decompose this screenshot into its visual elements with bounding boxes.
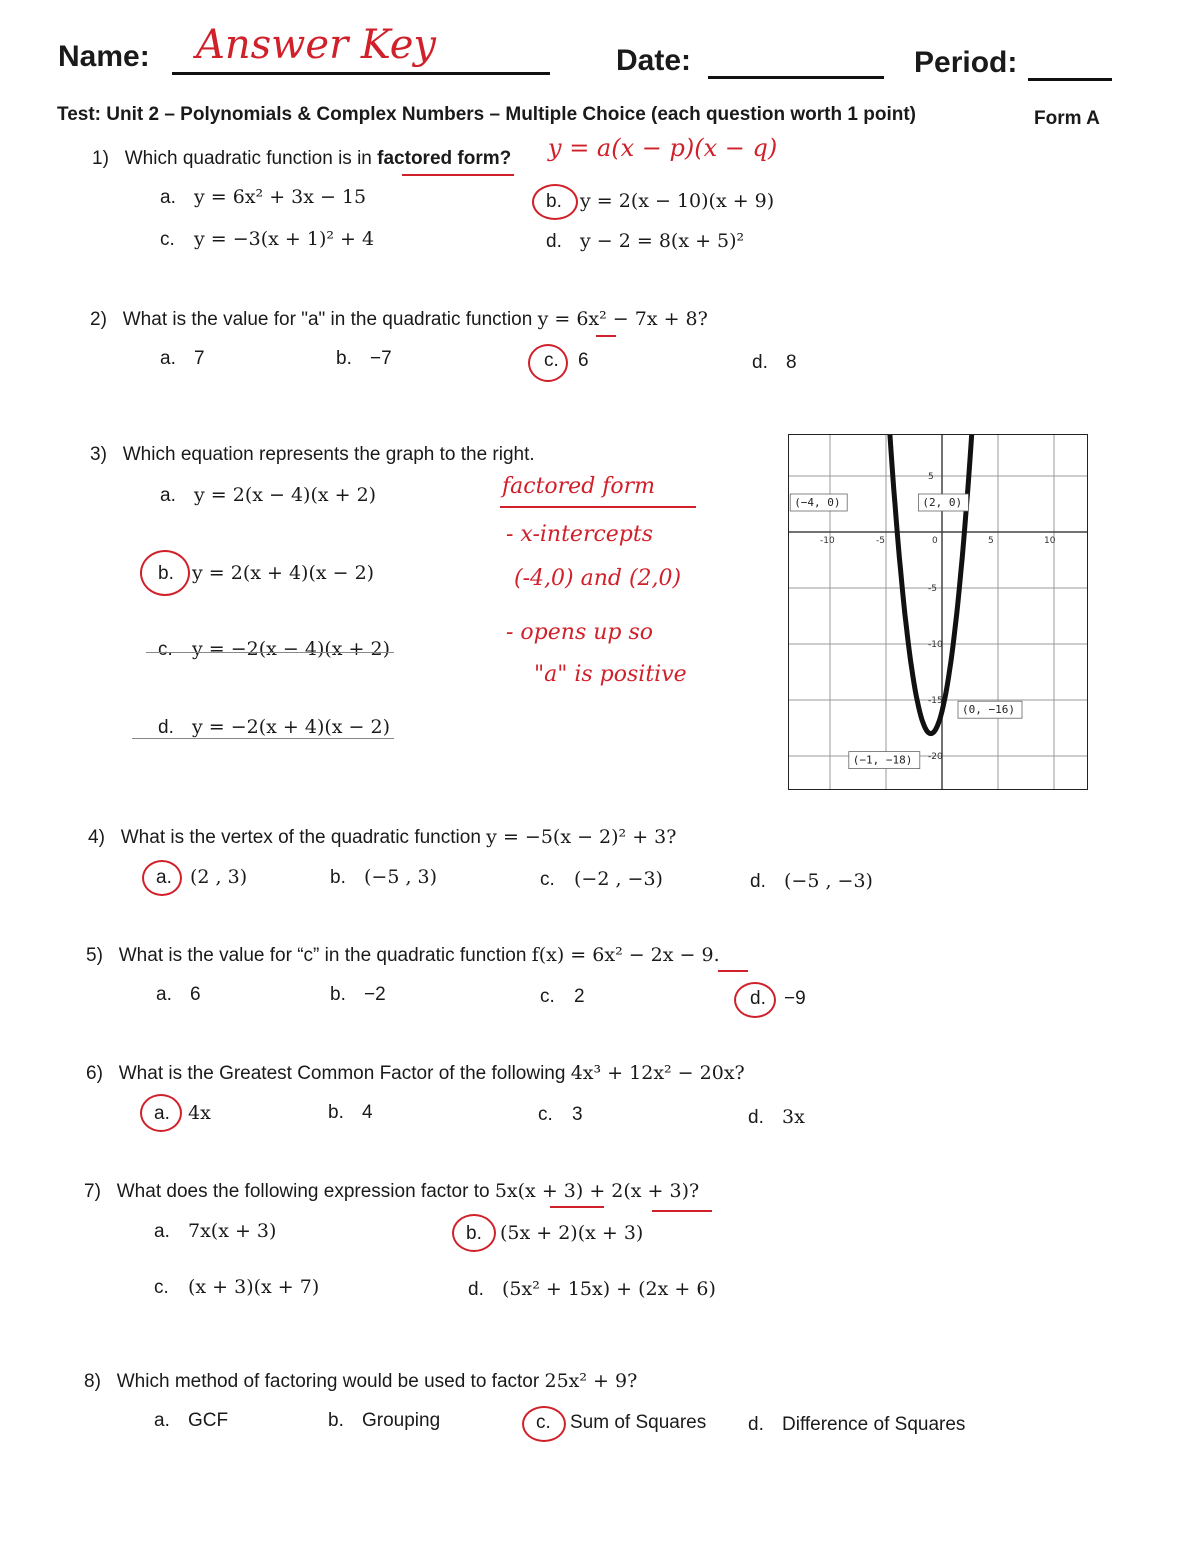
graph-grid	[789, 435, 1087, 789]
q1-option-b: b. y = 2(x − 10)(x + 9)	[546, 190, 775, 212]
q4-option-d: d. (−5 , −3)	[750, 870, 873, 892]
q3-option-b: b. y = 2(x + 4)(x − 2)	[158, 562, 375, 584]
point-label-text: (2, 0)	[922, 496, 963, 509]
period-label: Period:	[914, 46, 1018, 79]
test-title: Test: Unit 2 – Polynomials & Complex Numbers – Multiple Choice (each question worth 1 point)	[57, 104, 916, 125]
q2-option-a: a. 7	[160, 348, 205, 369]
point-label	[849, 752, 920, 769]
q7-option-a: a. 7x(x + 3)	[154, 1220, 277, 1242]
q1-option-a: a. y = 6x² + 3x − 15	[160, 186, 367, 208]
note-factored-form: y = a(x − p)(x − q)	[548, 134, 778, 162]
q4-option-c: c. (−2 , −3)	[540, 868, 663, 890]
note-q3-3: (-4,0) and (2,0)	[514, 566, 682, 591]
y-tick-label: -10	[928, 640, 943, 650]
note-q3-2: - x-intercepts	[506, 522, 654, 547]
underline-note	[500, 506, 696, 508]
answer-circle-q2	[528, 344, 568, 382]
q8-option-c: c. Sum of Squares	[536, 1412, 707, 1433]
x-tick-label: -10	[820, 536, 835, 546]
q6-option-d: d. 3x	[748, 1106, 805, 1128]
x-tick-label: 5	[988, 536, 994, 546]
y-tick-label: -15	[928, 696, 943, 706]
point-label-text: (−1, −18)	[852, 753, 913, 767]
q6-option-b: b. 4	[328, 1102, 373, 1123]
q7-option-b: b. (5x + 2)(x + 3)	[466, 1222, 644, 1244]
x-tick-label: -5	[876, 536, 885, 546]
note-q3-1: factored form	[502, 474, 656, 499]
note-q3-5: "a" is positive	[534, 662, 687, 687]
answer-circle-q7	[452, 1214, 496, 1252]
form-label: Form A	[1034, 108, 1100, 129]
underline-common-factor-2	[652, 1210, 712, 1212]
x-tick-label: 10	[1044, 536, 1056, 546]
name-value: Answer Key	[196, 22, 436, 68]
q5-option-c: c. 2	[540, 986, 585, 1007]
name-label: Name:	[58, 40, 150, 73]
q8-option-d: d. Difference of Squares	[748, 1414, 966, 1435]
answer-circle-q6	[140, 1094, 182, 1132]
q2-option-c: c. 6	[544, 350, 589, 371]
q7-option-d: d. (5x² + 15x) + (2x + 6)	[468, 1278, 716, 1300]
note-q3-4: - opens up so	[506, 620, 654, 645]
graph-svg	[789, 435, 1087, 789]
point-label-text: (−4, 0)	[794, 496, 841, 509]
q2-option-b: b. −7	[336, 348, 392, 369]
q3-option-d: d. y = −2(x + 4)(x − 2)	[158, 716, 390, 738]
q5-option-d: d. −9	[750, 988, 806, 1009]
strikethrough-q3c	[146, 652, 394, 653]
period-line	[1028, 78, 1112, 81]
question-6: 6) What is the Greatest Common Factor of the following 4x³ + 12x² − 20x?	[86, 1062, 745, 1084]
underline-factored-form	[402, 174, 514, 176]
underline-a-value	[596, 335, 616, 337]
q3-option-a: a. y = 2(x − 4)(x + 2)	[160, 484, 377, 506]
answer-circle-q8	[522, 1406, 566, 1442]
q3-option-c: c. y = −2(x − 4)(x + 2)	[158, 638, 390, 660]
q8-option-b: b. Grouping	[328, 1410, 441, 1431]
q8-option-a: a. GCF	[154, 1410, 229, 1431]
point-label-text: (0, −16)	[962, 703, 1015, 717]
date-line	[708, 76, 884, 79]
q5-option-b: b. −2	[330, 984, 386, 1005]
q5-option-a: a. 6	[156, 984, 201, 1005]
date-label: Date:	[616, 44, 692, 77]
q2-option-d: d. 8	[752, 352, 797, 373]
question-4: 4) What is the vertex of the quadratic function y = −5(x − 2)² + 3?	[88, 826, 677, 848]
question-7: 7) What does the following expression factor to 5x(x + 3) + 2(x + 3)?	[84, 1180, 700, 1202]
question-8: 8) Which method of factoring would be used to factor 25x² + 9?	[84, 1370, 638, 1392]
question-3: 3) Which equation represents the graph to the right.	[90, 444, 535, 465]
q4-option-b: b. (−5 , 3)	[330, 866, 438, 888]
q4-option-a: a. (2 , 3)	[156, 866, 248, 888]
y-tick-label: 5	[928, 472, 934, 482]
point-label	[918, 494, 968, 511]
underline-common-factor-1	[550, 1206, 604, 1208]
q1-option-c: c. y = −3(x + 1)² + 4	[160, 228, 375, 250]
underline-c-value	[718, 970, 748, 972]
point-label	[958, 701, 1022, 718]
question-1: 1) Which quadratic function is in factored form?	[92, 148, 512, 169]
answer-circle-q5	[734, 982, 776, 1018]
question-2: 2) What is the value for "a" in the quadratic function y = 6x² − 7x + 8?	[90, 308, 708, 330]
q1-option-d: d. y − 2 = 8(x + 5)²	[546, 230, 745, 252]
q6-option-c: c. 3	[538, 1104, 583, 1125]
y-tick-label: -20	[928, 752, 943, 762]
point-label	[790, 494, 847, 511]
answer-circle-q4	[142, 860, 182, 896]
y-tick-label: -5	[928, 584, 937, 594]
answer-circle-q3	[140, 550, 190, 596]
strikethrough-q3d	[132, 738, 394, 739]
q7-option-c: c. (x + 3)(x + 7)	[154, 1276, 320, 1298]
parabola-graph	[788, 434, 1088, 790]
question-5: 5) What is the value for “c” in the quadratic function f(x) = 6x² − 2x − 9.	[86, 944, 720, 966]
x-tick-label: 0	[932, 536, 938, 546]
q6-option-a: a. 4x	[154, 1102, 211, 1124]
answer-circle-q1	[532, 184, 578, 220]
name-line	[172, 72, 550, 75]
